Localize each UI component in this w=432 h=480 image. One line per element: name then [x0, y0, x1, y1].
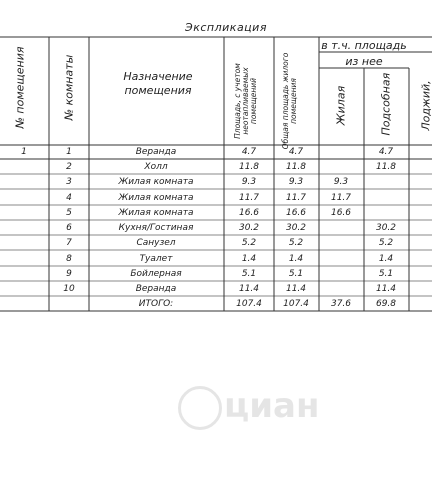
cell-area-total: 11.4: [285, 284, 307, 294]
cell-total-area-incl: 107.4: [236, 299, 262, 309]
cell-area-total: 11.7: [285, 193, 307, 203]
cell-aux: 11.4: [375, 284, 397, 294]
cell-kom-no: 2: [66, 162, 72, 172]
cell-purpose: Кухня/Гостиная: [118, 223, 194, 233]
cell-kom-no: 4: [66, 193, 72, 203]
cell-total-area-total: 107.4: [283, 299, 309, 309]
cell-kom-no: 5: [66, 208, 72, 218]
cell-area-total: 5.2: [288, 238, 304, 248]
cell-room-no: 1: [21, 147, 27, 157]
cell-living: 11.7: [330, 193, 352, 203]
cell-purpose: Жилая комната: [118, 208, 194, 218]
header-area-total: Общая площадь жилого помещения: [281, 52, 298, 150]
cell-aux: 1.4: [378, 254, 394, 264]
cell-aux: 30.2: [375, 223, 397, 233]
cell-area-incl: 11.7: [238, 193, 260, 203]
header-group-incl: в т.ч. площадь: [321, 39, 407, 52]
cell-kom-no: 6: [66, 223, 72, 233]
cell-area-incl: 1.4: [241, 254, 257, 264]
cell-total-label: ИТОГО:: [138, 299, 174, 309]
cell-area-total: 5.1: [288, 269, 304, 279]
cell-aux: 11.8: [375, 162, 397, 172]
cell-area-total: 1.4: [288, 254, 304, 264]
cell-area-incl: 16.6: [238, 208, 260, 218]
header-kom-no: № комнаты: [62, 54, 76, 121]
cell-purpose: Бойлерная: [130, 269, 182, 279]
cell-area-total: 9.3: [288, 177, 304, 187]
cell-kom-no: 10: [63, 284, 75, 294]
cell-area-total: 11.8: [285, 162, 307, 172]
cell-aux: 4.7: [378, 147, 394, 157]
cell-purpose: Жилая комната: [118, 177, 194, 187]
header-aux: Подсобная: [379, 72, 393, 136]
cian-logo-icon: [178, 386, 222, 430]
cell-kom-no: 1: [66, 147, 72, 157]
cell-living: 9.3: [333, 177, 349, 187]
cell-kom-no: 9: [66, 269, 72, 279]
header-room-no: № помещения: [13, 46, 27, 129]
cell-purpose: Веранда: [135, 147, 177, 157]
cell-living: 16.6: [330, 208, 352, 218]
cell-kom-no: 7: [66, 238, 72, 248]
cell-area-total: 4.7: [288, 147, 304, 157]
cell-aux: 5.2: [378, 238, 394, 248]
cell-kom-no: 3: [66, 177, 72, 187]
cell-purpose: Санузел: [136, 238, 176, 248]
cell-purpose: Туалет: [139, 254, 173, 264]
cell-area-incl: 4.7: [241, 147, 257, 157]
header-loggia: Лоджий,: [419, 80, 432, 131]
watermark-text: циан: [224, 386, 320, 426]
cell-area-incl: 11.4: [238, 284, 260, 294]
cell-area-incl: 11.8: [238, 162, 260, 172]
cell-area-incl: 9.3: [241, 177, 257, 187]
header-living: Жилая: [334, 85, 348, 126]
header-purpose: Назначение помещения: [123, 70, 193, 97]
cell-area-total: 16.6: [285, 208, 307, 218]
cell-purpose: Жилая комната: [118, 193, 194, 203]
header-group-sub: из нее: [345, 55, 383, 68]
cell-purpose: Веранда: [135, 284, 177, 294]
cell-total-living: 37.6: [330, 299, 352, 309]
cell-aux: 5.1: [378, 269, 394, 279]
cell-area-total: 30.2: [285, 223, 307, 233]
cell-area-incl: 30.2: [238, 223, 260, 233]
cell-area-incl: 5.2: [241, 238, 257, 248]
cell-area-incl: 5.1: [241, 269, 257, 279]
watermark: [178, 384, 358, 428]
cell-total-aux: 69.8: [375, 299, 397, 309]
cell-purpose: Холл: [144, 162, 168, 172]
table-title: Экспликация: [185, 21, 267, 34]
header-area-incl: Площадь, с учетом неотапливаемых помещений: [233, 63, 258, 139]
cell-kom-no: 8: [66, 254, 72, 264]
